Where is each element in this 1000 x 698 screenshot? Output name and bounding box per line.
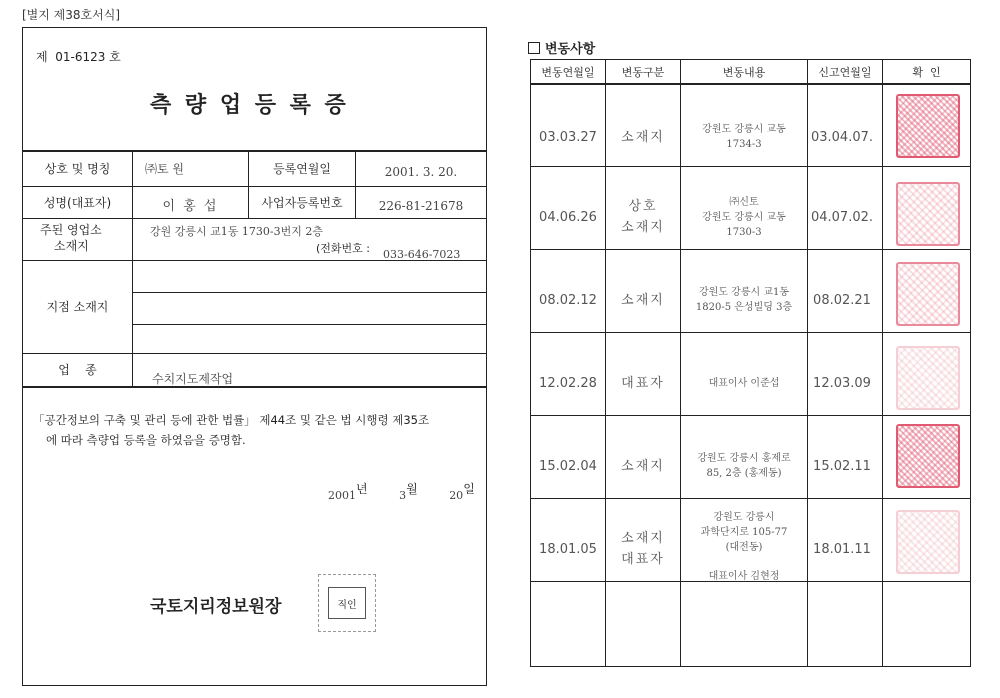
change-section-header <box>528 38 595 57</box>
row3-content-line2: 1820-5 은성빌딩 3층 <box>695 302 793 313</box>
issuer-name: 국토지리정보원장 <box>150 597 282 617</box>
row2-content-line3: 1730-3 <box>726 226 762 238</box>
row6-report-date: 18.01.11 <box>813 541 871 557</box>
statement-line2: 에 따라 측량업 등록을 하였음을 증명함. <box>46 433 246 447</box>
col-header-change-date: 변동연월일 <box>541 65 595 79</box>
seal-text: 직인 <box>337 599 357 611</box>
name-value: ㈜토 원 <box>145 161 184 176</box>
row6-change-type-line2: 대표자 <box>621 552 665 567</box>
office-label-line2: 소재지 <box>54 239 89 253</box>
section-title: 변동사항 <box>545 42 596 57</box>
row6-content-line1: 강원도 강릉시 <box>713 512 775 523</box>
issue-day-unit: 일 <box>463 482 475 496</box>
grid-line <box>132 292 486 293</box>
representative-label: 성명(대표자) <box>43 195 112 210</box>
row6-content-line4: 대표이사 김현정 <box>708 571 780 582</box>
row3-report-date: 08.02.21 <box>813 292 871 308</box>
row6-content-line3: (대전동) <box>725 542 763 553</box>
row5-content-line1: 강원도 강릉시 홍제로 <box>697 453 791 464</box>
issue-month: 3 <box>399 489 407 502</box>
business-label: 업 종 <box>58 363 97 377</box>
row5-content-line2: 85, 2층 (홍제동) <box>706 468 782 479</box>
row5-change-date: 15.02.04 <box>539 458 597 474</box>
col-header-content: 변동내용 <box>722 65 766 79</box>
row1-content-line2: 1734-3 <box>726 139 762 150</box>
row2-content-line1: ㈜신토 <box>729 196 759 208</box>
branch-label: 지점 소재지 <box>46 300 109 314</box>
row2-report-date: 04.07.02. <box>810 209 874 225</box>
col-header-confirm: 확 인 <box>912 65 941 79</box>
grid-line <box>132 324 486 325</box>
confirmation-stamp <box>896 182 960 246</box>
phone-value: 033-646-7023 <box>383 248 461 261</box>
row2-change-type-line2: 소재지 <box>621 220 665 235</box>
official-seal <box>318 574 376 632</box>
row3-change-date: 08.02.12 <box>539 292 597 308</box>
row1-change-type: 소재지 <box>621 129 665 145</box>
issue-date <box>328 482 475 503</box>
issue-day: 20 <box>449 489 464 502</box>
col-header-report-date: 신고연월일 <box>818 65 872 79</box>
row1-content-line1: 강원도 강릉시 교동 <box>702 124 786 135</box>
issue-year: 2001 <box>328 489 356 502</box>
certificate-title: 측 량 업 등 록 증 <box>150 92 349 118</box>
representative-value: 이 홍 섭 <box>162 198 219 214</box>
row6-change-type-line1: 소재지 <box>621 531 665 546</box>
row5-change-type: 소재지 <box>621 458 665 474</box>
row6-change-type <box>606 499 680 599</box>
grid-line <box>882 60 883 666</box>
office-value: 강원 강릉시 교1동 1730-3번지 2층 <box>150 225 323 238</box>
bizno-value: 226-81-21678 <box>378 199 464 213</box>
checkbox-icon <box>528 42 540 54</box>
regdate-value: 2001. 3. 20. <box>384 165 458 179</box>
row4-change-date: 12.02.28 <box>539 375 597 391</box>
issue-year-unit: 년 <box>356 482 368 496</box>
confirmation-stamp <box>896 510 960 574</box>
row4-content: 대표이사 이준섭 <box>708 377 780 389</box>
statement-line1: 「공간정보의 구축 및 관리 등에 관한 법률」 제44조 및 같은 법 시행령 제35조 <box>33 413 430 427</box>
issue-month-unit: 월 <box>406 482 418 496</box>
business-value: 수치지도제작업 <box>152 372 234 386</box>
row5-content <box>681 416 807 516</box>
row3-content-line1: 강원도 강릉시 교1동 <box>699 287 789 298</box>
row4-change-type: 대표자 <box>621 375 665 391</box>
grid-line <box>23 386 486 388</box>
certificate-number: 제 01-6123 호 <box>36 50 121 64</box>
row6-content-line2: 과학단지로 105-77 <box>700 527 788 538</box>
confirmation-stamp <box>896 346 960 410</box>
row4-report-date: 12.03.09 <box>813 375 871 391</box>
col-header-change-type: 변동구분 <box>621 65 665 79</box>
seal-inner-box <box>328 587 366 619</box>
row6-content <box>681 510 807 584</box>
confirmation-stamp <box>896 262 960 326</box>
confirmation-stamp <box>896 424 960 488</box>
row2-content-line2: 강원도 강릉시 교동 <box>702 211 786 223</box>
regdate-label: 등록연월일 <box>273 161 331 176</box>
name-label: 상호 및 명칭 <box>44 161 111 176</box>
confirmation-stamp <box>896 94 960 158</box>
row1-report-date: 03.04.07. <box>810 129 874 145</box>
row1-change-date: 03.03.27 <box>539 129 597 145</box>
row2-change-date: 04.06.26 <box>539 209 597 225</box>
phone-label: (전화번호 : <box>316 242 370 255</box>
office-label-line1: 주된 영업소 <box>40 223 102 237</box>
row3-change-type: 소재지 <box>621 292 665 308</box>
form-label: [별지 제38호서식] <box>22 8 120 22</box>
bizno-label: 사업자등록번호 <box>261 195 343 210</box>
row5-report-date: 15.02.11 <box>813 458 871 474</box>
row2-change-type-line1: 상호 <box>628 199 658 214</box>
row6-change-date: 18.01.05 <box>539 541 597 557</box>
